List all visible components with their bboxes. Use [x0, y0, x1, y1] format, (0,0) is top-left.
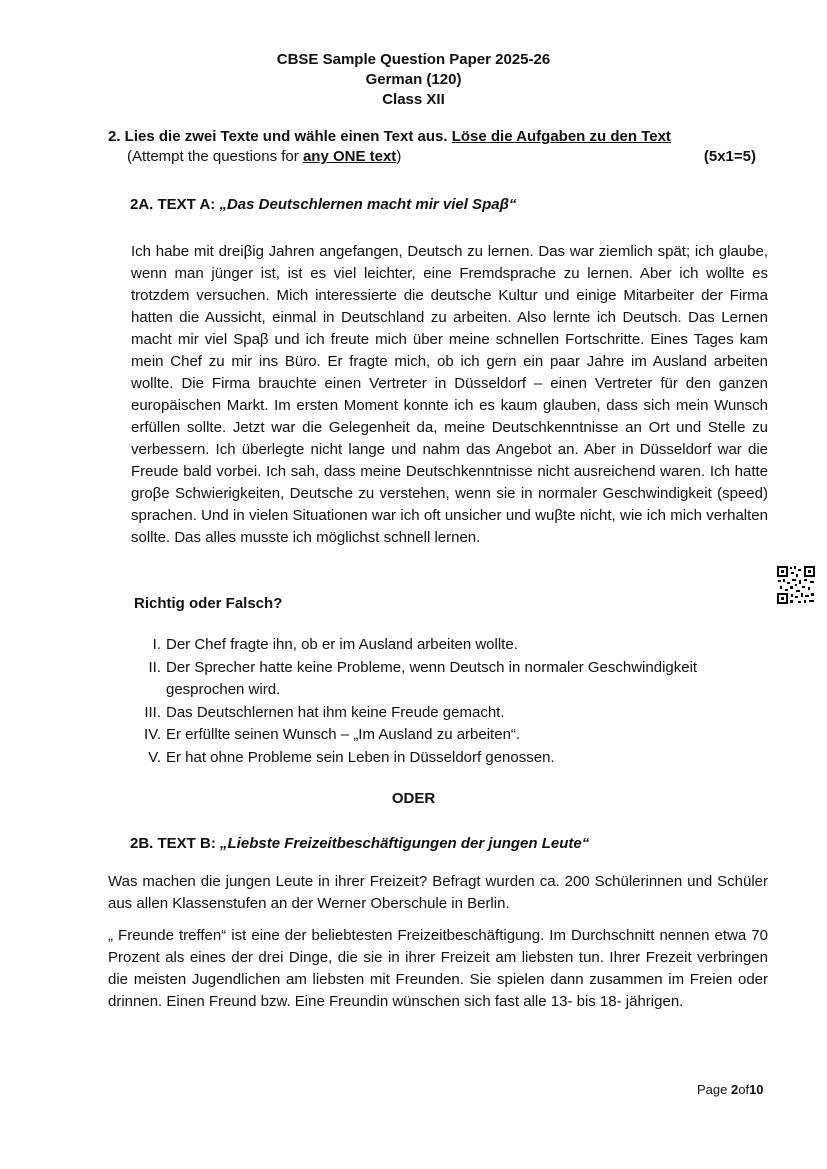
statement-text: Er erfüllte seinen Wunsch – „Im Ausland zu arbeiten“. — [166, 726, 521, 743]
statement-list — [134, 634, 774, 769]
page-footer — [697, 1082, 764, 1097]
footer-page-number: 2 — [731, 1082, 739, 1097]
statement-item — [134, 724, 774, 747]
paper-header — [0, 50, 827, 110]
question-2-instruction — [108, 127, 770, 147]
text-a-paragraph: Ich habe mit dreiβig Jahren angefangen, Deutsch zu lernen. Das war ziemlich spät; ich glaube, wenn man jünger ist, ist es viel leichter, eine Fremdsprache zu lernen. Aber ich wollte es trotzdem versuchen. Mich interessierte die deutsche Kultur und einige Mitarbeiter der Firma hatten die Aussicht, einmal in Deutschland zu arbeiten. Also lernte ich Deutsch. Das Lernen macht mir viel Spaβ und ich freute mich über meine schnellen Fortschritte. Eines Tages kam mein Chef zu mir ins Büro. Er fragte mich, ob ich gern ein paar Jahre im Ausland arbeiten wollte. Die Firma brauchte einen Vertreter in Düsseldorf – einen Vertreter für den ganzen europäischen Markt. Im ersten Moment konnte ich es kaum glauben, dass sich mein Wunsch erfüllen sollte. Jetzt war die Gelegenheit da, meine Deutschkenntnisse an Ort und Stelle zu verbessern. Ich überlegte nicht lange und nahm das Angebot an. Aber in Düsseldorf war die Freude bald vorbei. Ich sah, dass meine Deutschkenntnisse nicht ausreichend waren. Ich hatte groβe Schwierigkeiten, Deutsche zu verstehen, wenn sie in normaler Geschwindigkeit (speed) sprachen. Und in vielen Situationen war ich oft unsicher und wuβte nicht, wie ich mich verhalten sollte. Das alles musste ich möglichst schnell lernen. — [131, 243, 768, 546]
attempt-pre: (Attempt the questions for — [127, 148, 299, 165]
oder-divider: ODER — [391, 790, 436, 807]
statement-item — [134, 657, 774, 702]
text-b-paragraph-2: „ Freunde treffen“ ist eine der beliebtesten Freizeitbeschäftigung. Im Durchschnitt nennen etwa 70 Prozent als eines der drei Dinge, die sie in ihrer Freizeit am liebsten tun. Ihrer Frezeit verbringen die meisten Jugendlichen am liebsten mit Freunden. Sie spielen dann zusammen im Freien oder drinnen. Einen Freund bzw. Eine Freundin wünschen sich fast alle 13- bis 18- jährigen. — [108, 927, 768, 1010]
attempt-bold: any ONE text — [302, 148, 397, 165]
statement-text: Der Sprecher hatte keine Probleme, wenn Deutsch in normaler Geschwindigkeit gesprochen wird. — [166, 658, 698, 698]
richtig-falsch-heading: Richtig oder Falsch? — [134, 595, 283, 612]
question-2 — [108, 127, 770, 167]
statement-text: Das Deutschlernen hat ihm keine Freude gemacht. — [166, 703, 505, 721]
statement-number: V. — [148, 748, 161, 766]
qr-code-icon — [776, 565, 816, 605]
text-a-heading — [130, 195, 516, 215]
statement-number: II. — [148, 658, 161, 676]
statement-number: IV. — [144, 726, 161, 743]
text-b-heading — [130, 834, 589, 854]
statement-text: Er hat ohne Probleme sein Leben in Düsseldorf genossen. — [166, 748, 555, 766]
statement-item — [134, 702, 774, 725]
statement-item — [134, 747, 774, 770]
text-a-title: „Das Deutschlernen macht mir viel Spaβ“ — [219, 196, 517, 213]
paper-subject: German (120) — [365, 71, 462, 88]
text-b-label: 2B. TEXT B: — [130, 835, 216, 852]
question-2-attempt-line — [108, 147, 770, 167]
text-a-label: 2A. TEXT A: — [130, 196, 216, 213]
footer-of-word: of — [738, 1082, 750, 1097]
attempt-post: ) — [396, 148, 402, 165]
footer-page-word: Page — [697, 1082, 728, 1097]
statement-number: I. — [152, 636, 161, 653]
text-b-paragraph-1: Was machen die jungen Leute in ihrer Freizeit? Befragt wurden ca. 200 Schülerinnen und Schüler aus allen Klassenstufen an der Werner Oberschule in Berlin. — [108, 873, 768, 912]
question-2-marks: (5x1=5) — [703, 148, 756, 165]
statement-number: III. — [144, 703, 161, 721]
statement-item — [134, 634, 774, 657]
paper-class: Class XII — [382, 91, 445, 108]
paper-title: CBSE Sample Question Paper 2025-26 — [276, 51, 551, 68]
question-2-prefix: 2. Lies die zwei Texte und wähle einen Text aus. — [108, 128, 448, 145]
statement-text: Der Chef fragte ihn, ob er im Ausland arbeiten wollte. — [166, 636, 518, 653]
footer-total-pages: 10 — [749, 1082, 764, 1097]
question-2-underlined: Löse die Aufgaben zu den Text — [451, 128, 671, 145]
text-b-title: „Liebste Freizeitbeschäftigungen der jungen Leute“ — [220, 835, 590, 852]
